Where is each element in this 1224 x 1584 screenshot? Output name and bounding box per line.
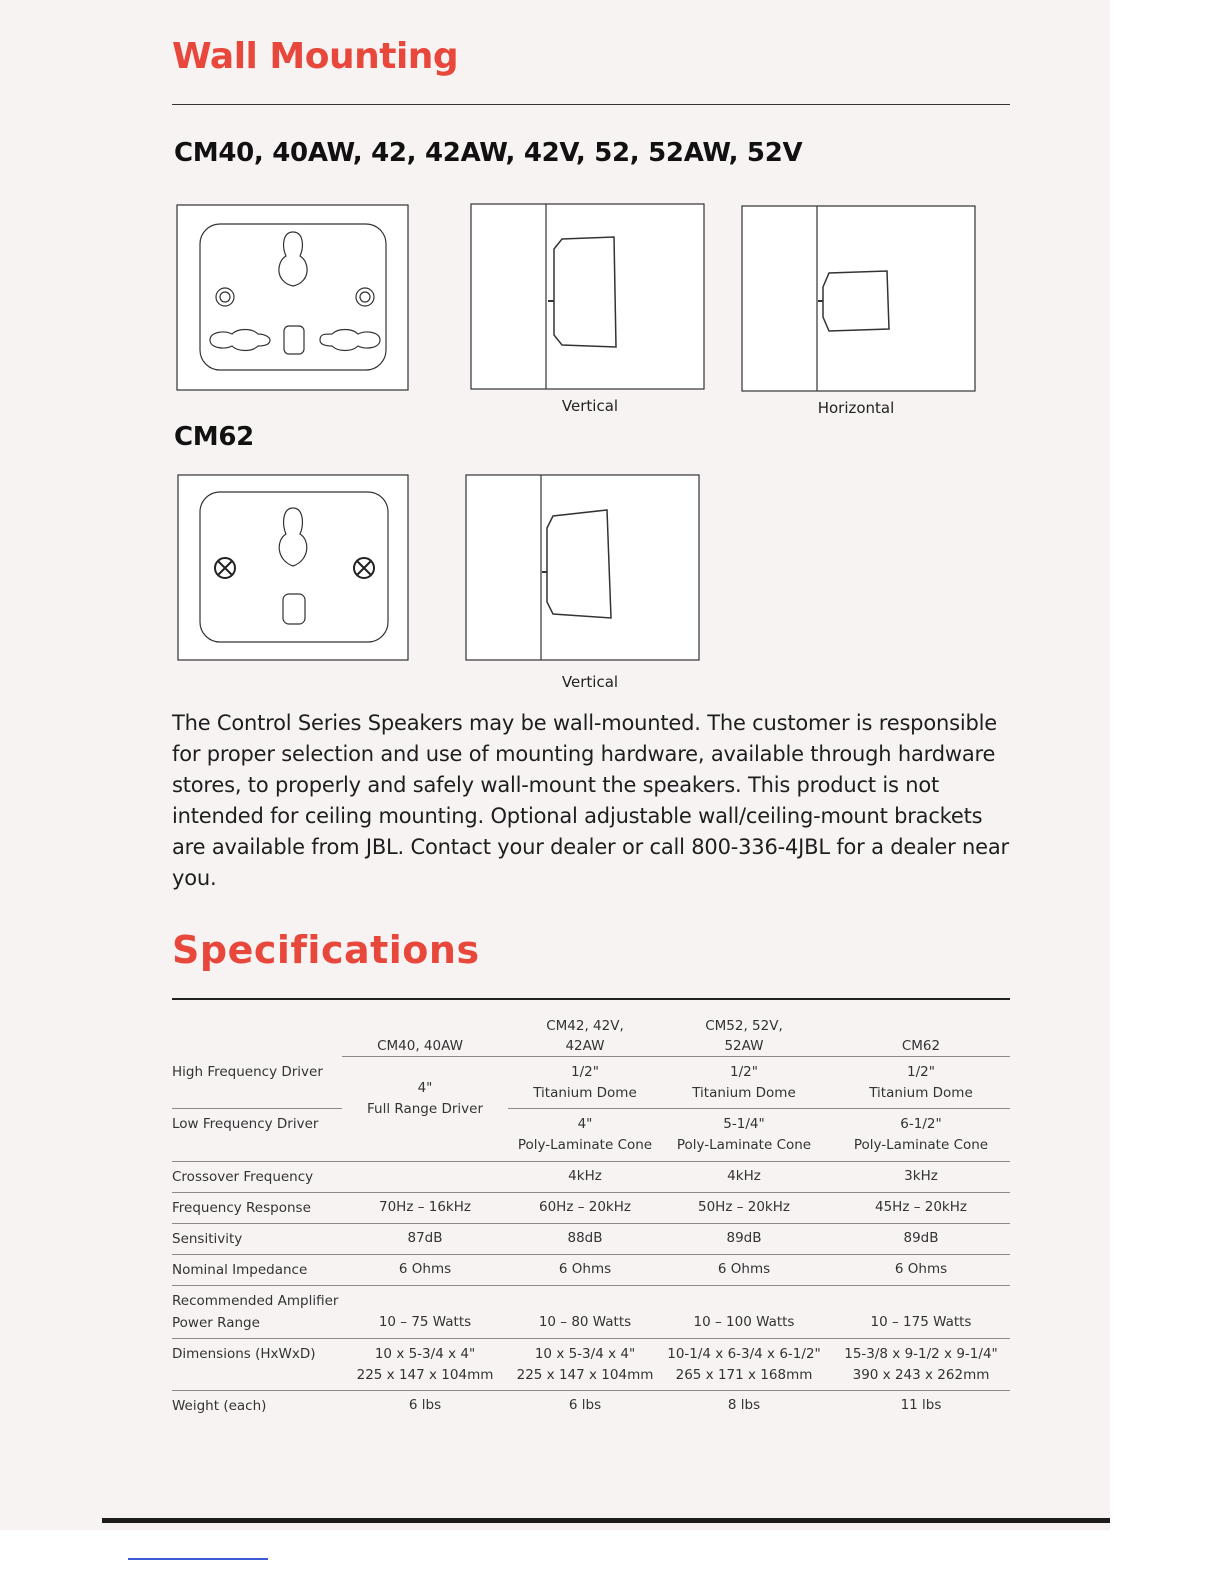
cell-dim-cm40 (342, 1344, 508, 1386)
cell-freq-cm62: 45Hz – 20kHz (875, 1199, 967, 1215)
cell-line: 10-1/4 x 6-3/4 x 6-1/2" (667, 1346, 821, 1362)
cell-line: 4" (577, 1116, 593, 1132)
cell-line: Poly-Laminate Cone (853, 1137, 989, 1153)
cell-amp-cm42: 10 – 80 Watts (538, 1314, 632, 1330)
row-divider (172, 1161, 1010, 1162)
cell-line: 225 x 147 x 104mm (516, 1367, 654, 1383)
horizontal-side-diagram (741, 205, 977, 393)
cell-hf-cm62 (832, 1062, 1010, 1104)
cell-lf-cm52 (666, 1114, 822, 1156)
cell-line: 10 x 5-3/4 x 4" (374, 1346, 476, 1362)
row-divider (172, 1390, 1010, 1391)
cell-crossover-cm62: 3kHz (904, 1168, 938, 1184)
row-label-hf-driver: High Frequency Driver (172, 1064, 323, 1080)
cell-sens-cm40: 87dB (407, 1230, 443, 1246)
col-header-line: 42AW (565, 1038, 605, 1054)
models-group-1: CM40, 40AW, 42, 42AW, 42V, 52, 52AW, 52V (174, 138, 803, 168)
cell-cm40-driver (342, 1078, 508, 1120)
cell-crossover-cm42: 4kHz (568, 1168, 602, 1184)
backplate-diagram-cm62 (177, 474, 410, 662)
cell-imp-cm62: 6 Ohms (894, 1261, 948, 1277)
models-group-2: CM62 (174, 422, 254, 452)
cell-dim-cm42 (508, 1344, 662, 1386)
cell-imp-cm42: 6 Ohms (558, 1261, 612, 1277)
cell-line: Poly-Laminate Cone (517, 1137, 653, 1153)
row-label-dimensions: Dimensions (HxWxD) (172, 1346, 316, 1362)
col-header-line: CM40, 40AW (377, 1038, 463, 1054)
row-label-weight: Weight (each) (172, 1398, 267, 1414)
caption-vertical-cm62: Vertical (561, 673, 619, 691)
cell-freq-cm52: 50Hz – 20kHz (698, 1199, 790, 1215)
row-divider (172, 1108, 342, 1109)
cell-crossover-cm52: 4kHz (727, 1168, 761, 1184)
cell-amp-cm40: 10 – 75 Watts (378, 1314, 472, 1330)
cell-line: 4" (417, 1080, 433, 1096)
cell-line: 265 x 171 x 168mm (675, 1367, 813, 1383)
title-rule (172, 104, 1010, 105)
caption-horizontal: Horizontal (817, 399, 895, 417)
cell-freq-cm40: 70Hz – 16kHz (379, 1199, 471, 1215)
cell-line: 225 x 147 x 104mm (356, 1367, 494, 1383)
cell-freq-cm42: 60Hz – 20kHz (539, 1199, 631, 1215)
cell-line: 5-1/4" (723, 1116, 765, 1132)
row-divider (508, 1108, 1010, 1109)
cell-line: 390 x 243 x 262mm (852, 1367, 990, 1383)
row-label-sensitivity: Sensitivity (172, 1231, 243, 1247)
row-divider (172, 1223, 1010, 1224)
label-line: Power Range (172, 1315, 260, 1331)
cell-line: 1/2" (907, 1064, 935, 1080)
row-divider (172, 1192, 1010, 1193)
vertical-side-diagram-cm62 (465, 474, 701, 662)
cell-imp-cm52: 6 Ohms (717, 1261, 771, 1277)
cell-line: 6-1/2" (900, 1116, 942, 1132)
row-label-crossover: Crossover Frequency (172, 1169, 314, 1185)
row-label-amp-power (172, 1290, 338, 1334)
col-header-cm62 (832, 1000, 1010, 1056)
bottom-rule (102, 1518, 1110, 1523)
cell-hf-cm42 (508, 1062, 662, 1104)
cell-sens-cm52: 89dB (726, 1230, 762, 1246)
col-header-cm42 (508, 1000, 662, 1056)
cell-line: Titanium Dome (869, 1085, 973, 1101)
cell-line: 1/2" (571, 1064, 599, 1080)
cell-line: 1/2" (730, 1064, 758, 1080)
cell-line: Titanium Dome (533, 1085, 637, 1101)
bottom-accent-line (128, 1558, 268, 1560)
cell-hf-cm52 (666, 1062, 822, 1104)
cell-sens-cm42: 88dB (567, 1230, 603, 1246)
col-header-line: CM62 (901, 1038, 941, 1054)
col-header-line: 52AW (724, 1038, 764, 1054)
col-header-cm52 (666, 1000, 822, 1056)
row-divider (172, 1338, 1010, 1339)
specifications-title: Specifications (172, 928, 480, 972)
cell-weight-cm40: 6 lbs (408, 1397, 442, 1413)
cell-line: 15-3/8 x 9-1/2 x 9-1/4" (844, 1346, 998, 1362)
cell-line: Full Range Driver (367, 1101, 483, 1117)
row-divider (172, 1254, 1010, 1255)
cell-dim-cm52 (666, 1344, 822, 1386)
row-label-lf-driver: Low Frequency Driver (172, 1116, 319, 1132)
cell-line: Titanium Dome (692, 1085, 796, 1101)
cell-lf-cm62 (832, 1114, 1010, 1156)
label-line: Recommended Amplifier (172, 1293, 339, 1309)
mounting-paragraph: The Control Series Speakers may be wall-mounted. The customer is responsible for proper selection and use of mounting hardware, available through hardware stores, to properly and safely wall-mount the speakers. This product is not intended for ceiling mounting. Optional adjustable wall/ceiling-mount brackets are available from JBL. Contact your dealer or call 800-336-4JBL for a dealer near you. (172, 711, 1009, 890)
row-divider (342, 1056, 1010, 1057)
col-header-cm40 (342, 1000, 498, 1056)
cell-amp-cm62: 10 – 175 Watts (870, 1314, 972, 1330)
backplate-diagram-cm40 (176, 204, 410, 392)
cell-lf-cm42 (508, 1114, 662, 1156)
row-divider (172, 1285, 1010, 1286)
cell-imp-cm40: 6 Ohms (398, 1261, 452, 1277)
cell-dim-cm62 (832, 1344, 1010, 1386)
caption-vertical: Vertical (561, 397, 619, 415)
cell-weight-cm52: 8 lbs (727, 1397, 761, 1413)
col-header-line: CM42, 42V, (546, 1018, 624, 1034)
row-label-impedance: Nominal Impedance (172, 1262, 308, 1278)
cell-line: Poly-Laminate Cone (676, 1137, 812, 1153)
cell-weight-cm42: 6 lbs (568, 1397, 602, 1413)
wall-mounting-title: Wall Mounting (172, 36, 459, 77)
col-header-line: CM52, 52V, (705, 1018, 783, 1034)
cell-amp-cm52: 10 – 100 Watts (693, 1314, 795, 1330)
row-label-freq-response: Frequency Response (172, 1200, 311, 1216)
cell-sens-cm62: 89dB (903, 1230, 939, 1246)
cell-line: 10 x 5-3/4 x 4" (534, 1346, 636, 1362)
cell-weight-cm62: 11 lbs (900, 1397, 942, 1413)
vertical-side-diagram (470, 203, 706, 391)
